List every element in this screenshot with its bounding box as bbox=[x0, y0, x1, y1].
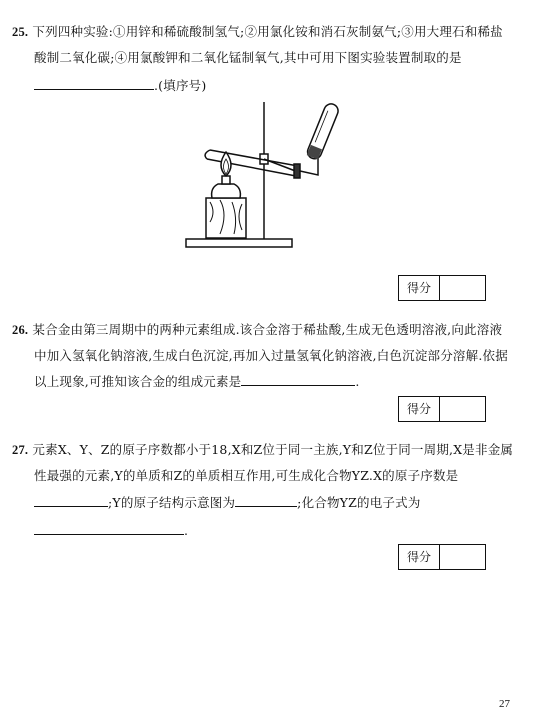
q25-line-3 bbox=[34, 76, 206, 94]
q27-mid-2: ;化合物YZ的电子式为 bbox=[297, 495, 421, 510]
score-label-3: 得分 bbox=[399, 545, 440, 569]
q25-text-1: 下列四种实验:①用锌和稀硫酸制氢气;②用氯化铵和消石灰制氨气;③用大理石和稀盐 bbox=[32, 24, 503, 39]
score-label-2: 得分 bbox=[399, 397, 440, 421]
q26-line-3 bbox=[34, 372, 360, 390]
q25-line-2: 酸制二氧化碳;④用氯酸钾和二氧化锰制氧气,其中可用下图实验装置制取的是 bbox=[34, 50, 462, 65]
q27-blank-1[interactable] bbox=[34, 494, 108, 507]
q26-answer-blank[interactable] bbox=[241, 373, 355, 386]
score-box-2 bbox=[398, 396, 486, 422]
score-field-3[interactable] bbox=[440, 545, 485, 569]
score-box-3 bbox=[398, 544, 486, 570]
stand-base bbox=[186, 239, 292, 247]
collecting-tube bbox=[305, 102, 340, 161]
q27-line-3 bbox=[34, 493, 421, 511]
q27-text-1: 元素X、Y、Z的原子序数都小于18,X和Z位于同一主族,Y和Z位于同一周期,X是非金属 bbox=[32, 442, 514, 457]
lab-apparatus-figure bbox=[180, 96, 370, 254]
score-label-1: 得分 bbox=[399, 276, 440, 300]
q26-text-1: 某合金由第三周期中的两种元素组成.该合金溶于稀盐酸,生成无色透明溶液,向此溶液 bbox=[32, 322, 503, 337]
score-field-1[interactable] bbox=[440, 276, 485, 300]
q25-answer-blank[interactable] bbox=[34, 77, 154, 90]
q25-number: 25. bbox=[12, 25, 29, 39]
q27-line-4 bbox=[34, 522, 188, 538]
q25-line-1 bbox=[12, 22, 503, 40]
test-tube bbox=[205, 150, 298, 176]
q27-mid-1: ;Y的原子结构示意图为 bbox=[108, 495, 236, 510]
q27-blank-3[interactable] bbox=[34, 522, 184, 535]
q27-line-1 bbox=[12, 440, 513, 458]
q26-line-2: 中加入氢氧化钠溶液,生成白色沉淀,再加入过量氢氧化钠溶液,白色沉淀部分溶解.依据 bbox=[34, 348, 508, 363]
q27-line-2: 性最强的元素,Y的单质和Z的单质相互作用,可生成化合物YZ.X的原子序数是 bbox=[34, 468, 459, 483]
stopper bbox=[294, 164, 300, 178]
q26-line-1 bbox=[12, 320, 502, 338]
score-field-2[interactable] bbox=[440, 397, 485, 421]
page-number: 27 bbox=[499, 698, 510, 710]
q26-text-3: 以上现象,可推知该合金的组成元素是 bbox=[34, 374, 242, 389]
q26-suffix: . bbox=[355, 374, 360, 389]
q27-suffix: . bbox=[184, 523, 189, 538]
flame bbox=[221, 152, 231, 176]
q27-blank-2[interactable] bbox=[235, 494, 297, 507]
score-box-1 bbox=[398, 275, 486, 301]
q26-number: 26. bbox=[12, 323, 29, 337]
q25-suffix: .(填序号) bbox=[154, 78, 207, 93]
q27-number: 27. bbox=[12, 443, 29, 457]
